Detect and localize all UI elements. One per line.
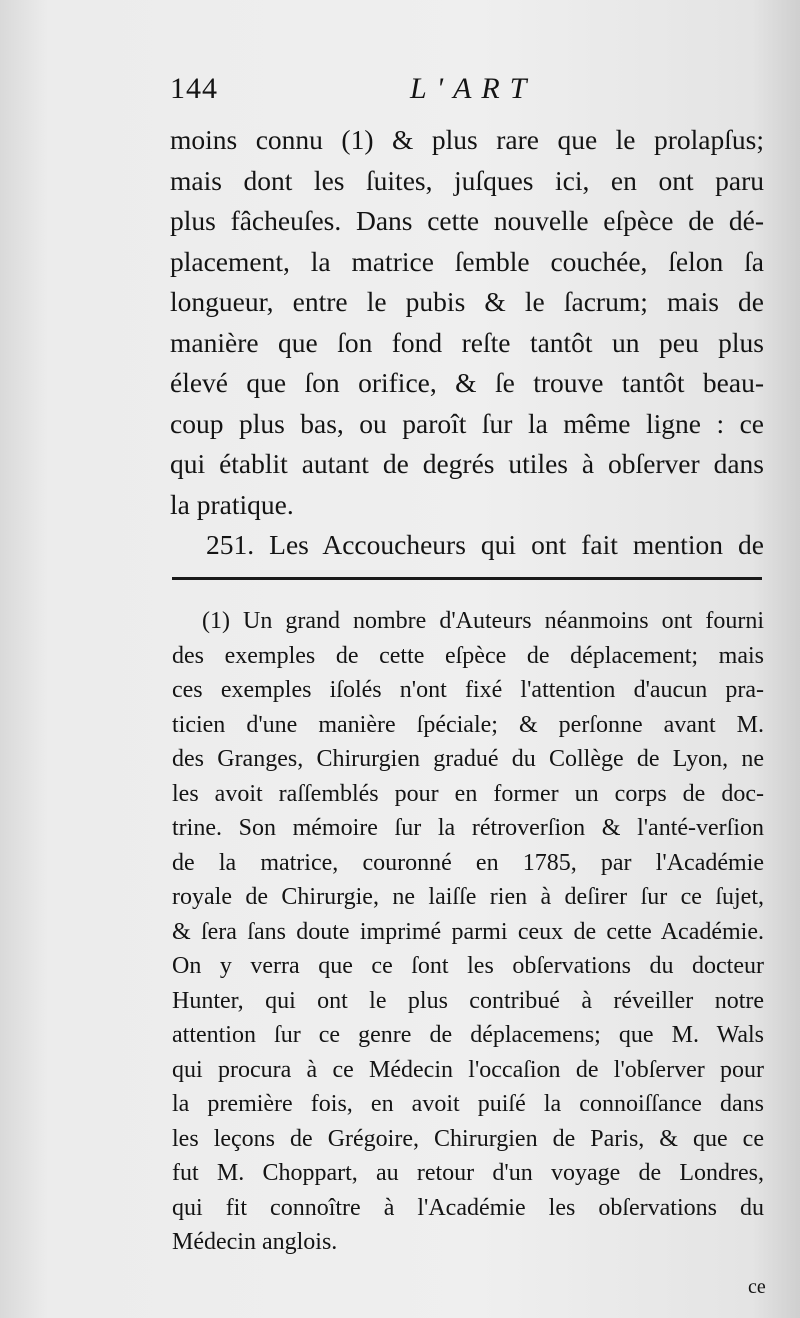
body-line: coup plus bas, ou paroît ſur la même ligne : ce <box>170 407 764 439</box>
footnote-line: qui procura à ce Médecin l'occaſion de l'obſerver pour <box>172 1056 764 1083</box>
footnote-line: ticien d'une manière ſpéciale; & perſonne avant M. <box>172 711 764 738</box>
footnote-line: attention ſur ce genre de déplacemens; que M. Wals <box>172 1022 764 1048</box>
body-line: qui établit autant de degrés utiles à obſerver dans <box>170 448 764 479</box>
body-line: plus fâcheuſes. Dans cette nouvelle eſpèce de dé- <box>170 205 764 236</box>
body-line: placement, la matrice ſemble couchée, ſelon ſa <box>170 245 764 277</box>
footnote-line: des exemples de cette eſpèce de déplacement; mais <box>172 642 764 669</box>
footnote-line: de la matrice, couronné en 1785, par l'Académie <box>172 849 764 876</box>
running-title: L'ART <box>410 72 537 105</box>
footnote-line: des Granges, Chirurgien gradué du Collège de Lyon, ne <box>172 746 764 772</box>
footnote-line: la première fois, en avoit puiſé la connoiſſance dans <box>172 1091 764 1117</box>
footnote-line: trine. Son mémoire ſur la rétroverſion & l'anté-verſion <box>172 815 764 841</box>
footnote-line: Médecin anglois. <box>172 1229 338 1255</box>
footnote <box>172 604 764 1260</box>
paragraph-251-start: 251. Les Accoucheurs qui ont fait mention de <box>206 529 764 560</box>
body-line: mais dont les ſuites, juſques ici, en ont paru <box>170 164 764 196</box>
page-header <box>170 72 770 112</box>
page-number: 144 <box>170 72 218 105</box>
footnote-line: les avoit raſſemblés pour en former un corps de doc- <box>172 780 764 807</box>
footnote-line: fut M. Choppart, au retour d'un voyage de Londres, <box>172 1160 764 1186</box>
footnote-line: (1) Un grand nombre d'Auteurs néanmoins ont fourni <box>202 608 764 634</box>
body-line: longueur, entre le pubis & le ſacrum; mais de <box>170 286 764 317</box>
footnote-separator-rule <box>172 577 762 580</box>
catchword: ce <box>748 1276 766 1298</box>
footnote-line: qui fit connoître à l'Académie les obſervations du <box>172 1194 764 1221</box>
footnote-line: les leçons de Grégoire, Chirurgien de Paris, & que ce <box>172 1125 764 1152</box>
footnote-line: On y verra que ce ſont les obſervations du docteur <box>172 953 764 979</box>
body-line: manière que ſon fond reſte tantôt un peu plus <box>170 326 764 358</box>
footnote-line: ces exemples iſolés n'ont fixé l'attention d'aucun pra- <box>172 677 764 703</box>
footnote-line: & ſera ſans doute imprimé parmi ceux de cette Académie. <box>172 918 764 945</box>
body-line: élevé que ſon orifice, & ſe trouve tantôt beau- <box>170 367 764 398</box>
main-text <box>170 120 764 566</box>
body-line: moins connu (1) & plus rare que le prolapſus; <box>170 124 764 155</box>
footnote-line: Hunter, qui ont le plus contribué à réveiller notre <box>172 987 764 1014</box>
footnote-line: royale de Chirurgie, ne laiſſe rien à deſirer ſur ce ſujet, <box>172 884 764 910</box>
body-line: la pratique. <box>170 488 294 520</box>
